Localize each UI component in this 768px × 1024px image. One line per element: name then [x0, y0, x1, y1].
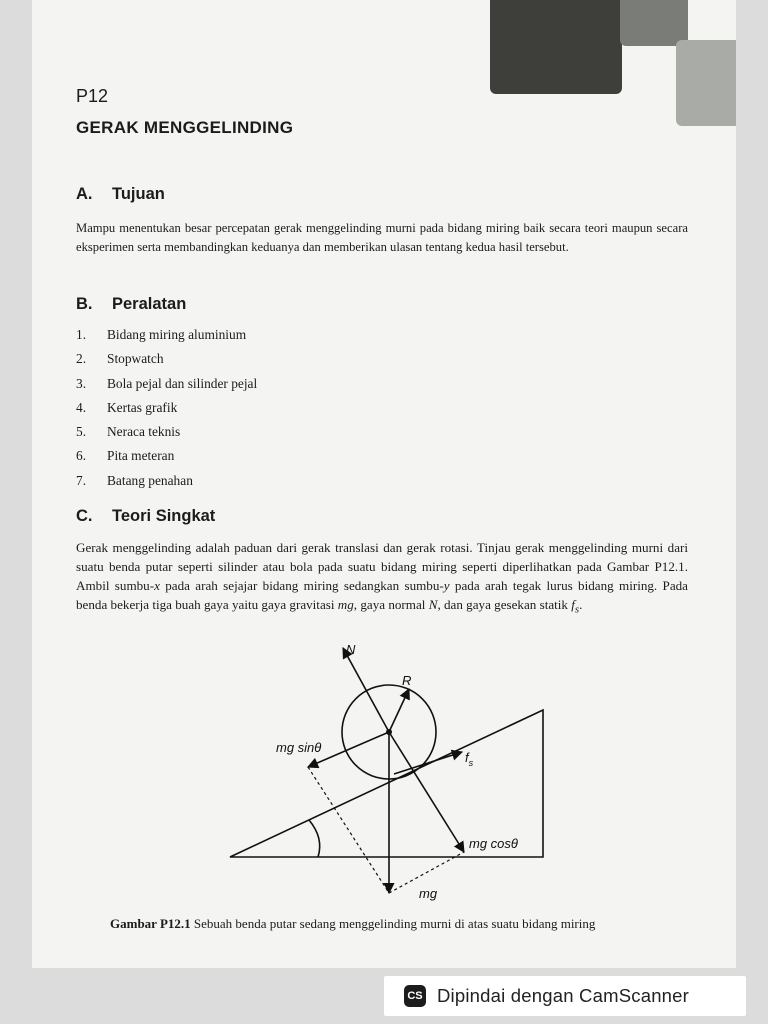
inclined-plane-figure [32, 0, 736, 968]
angle-arc [309, 820, 320, 857]
label-mg-sin: mg sinθ [276, 740, 322, 755]
chapter-title: GERAK MENGGELINDING [76, 118, 294, 137]
list-item-number: 6. [76, 448, 87, 464]
radius-arrow [389, 689, 409, 732]
label-friction: $f_s$ [465, 750, 474, 768]
camscanner-watermark [384, 976, 746, 1016]
list-item-number: 3. [76, 375, 87, 391]
list-item-label: Bola pejal dan silinder pejal [107, 375, 258, 391]
list-item-number: 2. [76, 351, 87, 367]
center-dot [386, 729, 392, 735]
figure-caption: Gambar P12.1 Sebuah benda putar sedang menggelinding murni di atas suatu bidang miring [110, 916, 596, 931]
list-item-number: 7. [76, 472, 87, 488]
section-b-number: B. [76, 295, 93, 313]
section-a-title: Tujuan [112, 185, 165, 203]
list-item-number: 4. [76, 399, 87, 415]
list-item-label: Bidang miring aluminium [107, 327, 247, 342]
section-c-text: Gerak menggelinding adalah paduan dari gerak translasi dan gerak rotasi. Tinjau gerak menggelinding murni dari suatu benda putar seperti silinder atau bola pada suatu bidang miring seperti diperlihatkan pada Gambar P12.1. Ambil sumbu-x pada arah sejajar bidang miring sedangkan sumbu-y pada arah tegak lurus bidang miring. Pada benda bekerja tiga buah gaya yaitu gaya gravitasi mg, gaya normal N, dan gaya gesekan statik $f_s$. [76, 540, 688, 616]
list-item-label: Pita meteran [107, 448, 175, 464]
list-item-number: 1. [76, 327, 87, 342]
chapter-code: P12 [76, 86, 109, 106]
mg-cos-arrow [389, 732, 464, 852]
section-c-title: Teori Singkat [112, 507, 216, 525]
list-item-label: Stopwatch [107, 351, 164, 367]
list-item-label: Batang penahan [107, 472, 193, 488]
label-mg: mg [419, 886, 438, 901]
normal-force-arrow [343, 648, 389, 732]
list-item-label: Neraca teknis [107, 424, 181, 440]
section-c-number: C. [76, 507, 93, 525]
list-item-number: 5. [76, 424, 87, 440]
section-b-title: Peralatan [112, 295, 187, 313]
label-mg-cos: mg cosθ [469, 836, 518, 851]
camscanner-text: Dipindai dengan CamScanner [437, 985, 690, 1006]
label-normal-force: N [346, 642, 356, 657]
dashed-projection-left [308, 767, 389, 893]
section-a-number: A. [76, 185, 93, 203]
section-a-text: Mampu menentukan besar percepatan gerak menggelinding murni pada bidang miring baik secara teori maupun secara eksperimen serta membandingkan keduanya dan memberikan ulasan tentang kedua hasil tersebut. [76, 221, 688, 254]
label-radius: R [402, 673, 412, 688]
document-page [32, 0, 736, 968]
list-item-label: Kertas grafik [107, 399, 178, 415]
camscanner-logo-icon: CS [404, 985, 426, 1007]
